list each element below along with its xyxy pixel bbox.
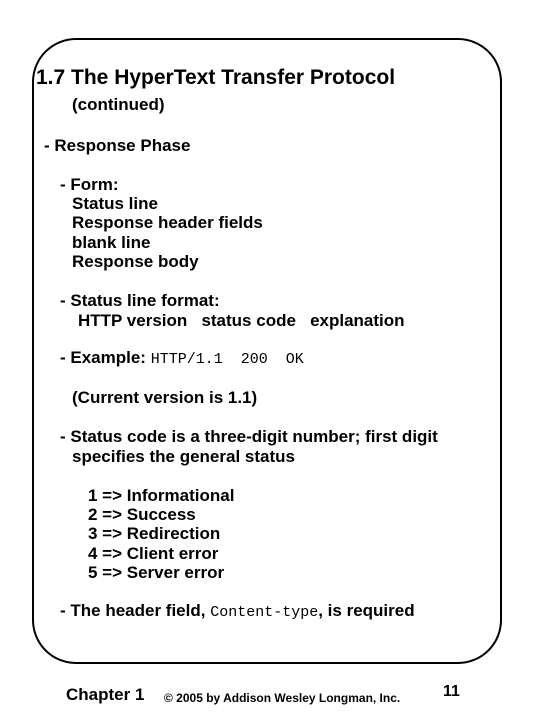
example-line — [60, 348, 304, 370]
status-line-format-heading: - Status line format: — [60, 291, 220, 310]
status-code-item: 3 => Redirection — [88, 524, 221, 543]
section-heading: - Response Phase — [44, 136, 191, 155]
status-code-line: specifies the general status — [72, 447, 295, 466]
example-code: HTTP/1.1 200 OK — [150, 351, 304, 368]
form-heading: - Form: — [60, 175, 119, 194]
slide-subtitle: (continued) — [72, 95, 165, 114]
status-code-item: 4 => Client error — [88, 544, 219, 563]
status-code-item: 5 => Server error — [88, 563, 225, 582]
slide-title: 1.7 The HyperText Transfer Protocol — [36, 66, 396, 89]
header-field-line — [60, 601, 415, 623]
status-code-line: - Status code is a three-digit number; first digit — [60, 427, 438, 446]
status-code-item: 2 => Success — [88, 505, 196, 524]
status-code-item: 1 => Informational — [88, 486, 235, 505]
header-field-suffix: , is required — [318, 601, 415, 620]
example-label: - Example: — [60, 348, 151, 367]
example-note: (Current version is 1.1) — [72, 388, 258, 407]
footer-copyright: © 2005 by Addison Wesley Longman, Inc. — [164, 691, 401, 705]
status-line-format-value: HTTP version status code explanation — [78, 311, 405, 330]
header-field-code: Content-type — [210, 604, 319, 621]
form-item: blank line — [72, 233, 151, 252]
page-number: 11 — [443, 683, 460, 700]
form-item: Response header fields — [72, 213, 263, 232]
header-field-prefix: - The header field, — [60, 601, 211, 620]
form-item: Status line — [72, 194, 158, 213]
footer-chapter: Chapter 1 — [66, 685, 145, 704]
form-item: Response body — [72, 252, 199, 271]
